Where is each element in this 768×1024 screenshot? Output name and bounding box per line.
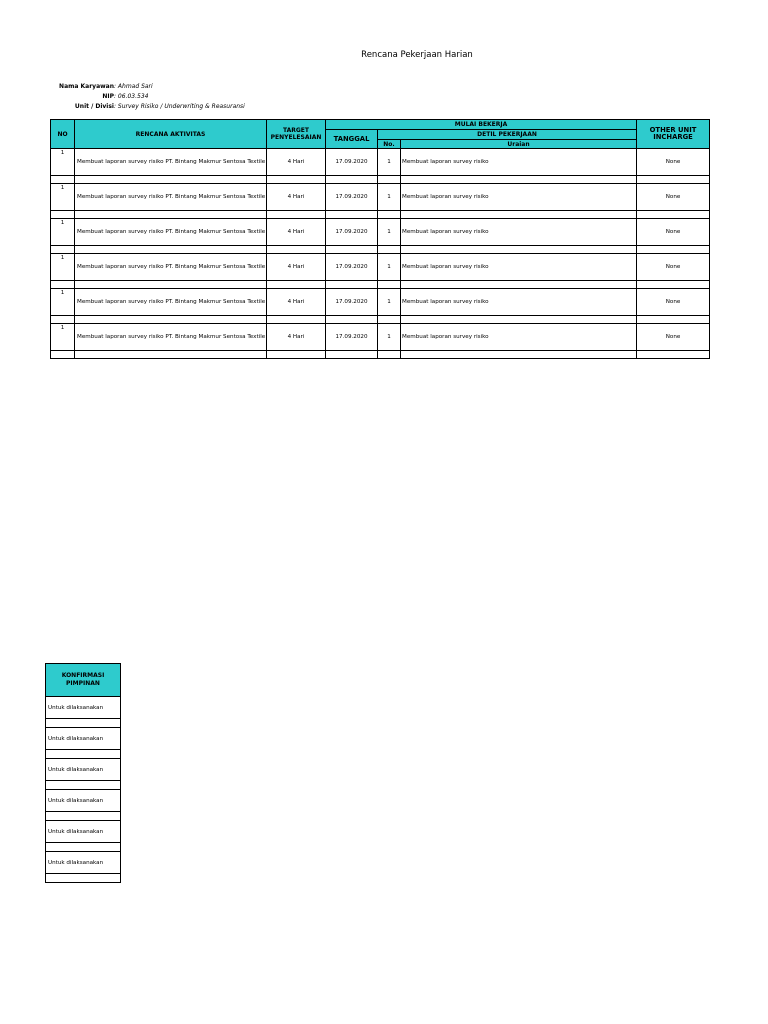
spacer-row [46,874,121,883]
cell-no: 1 [51,289,75,316]
cell-target: 4 Hari [267,324,326,351]
empty-cell [51,316,75,324]
empty-cell [401,316,637,324]
empty-cell [326,246,378,254]
confirmation-cell: Untuk dilaksanakan [46,790,121,812]
empty-cell [75,316,267,324]
name-value: : Ahmad Sari [114,83,153,90]
cell-date: 17.09.2020 [326,324,378,351]
cell-other-unit: None [637,289,710,316]
cell-date: 17.09.2020 [326,219,378,246]
spacer-row [46,781,121,790]
empty-cell [326,211,378,219]
confirmation-header: KONFIRMASI PIMPINAN [46,664,121,697]
cell-detail-no: 1 [378,289,401,316]
spacer-row [51,351,710,359]
empty-cell [401,246,637,254]
cell-target: 4 Hari [267,184,326,211]
cell-activity: Membuat laporan survey risiko PT. Bintang Makmur Sentosa Textile [75,254,267,281]
empty-cell [46,781,121,790]
empty-cell [75,211,267,219]
empty-cell [378,176,401,184]
cell-target: 4 Hari [267,254,326,281]
cell-no: 1 [51,219,75,246]
header-activity: RENCANA AKTIVITAS [75,120,267,149]
empty-cell [326,281,378,289]
empty-cell [51,176,75,184]
empty-cell [51,246,75,254]
empty-cell [326,316,378,324]
empty-cell [75,176,267,184]
confirmation-cell: Untuk dilaksanakan [46,821,121,843]
empty-cell [637,246,710,254]
table-row [51,289,710,316]
empty-cell [267,211,326,219]
confirmation-cell: Untuk dilaksanakan [46,728,121,750]
cell-detail-desc: Membuat laporan survey risiko [401,324,637,351]
empty-cell [75,281,267,289]
cell-target: 4 Hari [267,149,326,176]
empty-cell [637,351,710,359]
empty-cell [378,316,401,324]
cell-detail-no: 1 [378,184,401,211]
header-date: TANGGAL [326,130,378,149]
empty-cell [267,176,326,184]
nip-label: NIP [102,93,114,100]
empty-cell [378,211,401,219]
spacer-row [51,246,710,254]
confirmation-row [46,697,121,719]
empty-cell [75,351,267,359]
empty-cell [46,750,121,759]
empty-cell [51,281,75,289]
cell-detail-desc: Membuat laporan survey risiko [401,149,637,176]
nip-value: : 06.03.534 [114,93,149,100]
spacer-row [46,750,121,759]
confirmation-row [46,821,121,843]
confirmation-row [46,852,121,874]
header-detail: DETIL PEKERJAAN [378,130,637,140]
document-title: Rencana Pekerjaan Harian [361,50,473,60]
confirmation-cell: Untuk dilaksanakan [46,697,121,719]
spacer-row [46,843,121,852]
empty-cell [46,843,121,852]
header-other-unit: OTHER UNIT INCHARGE [637,120,710,149]
work-plan-table [50,119,710,359]
cell-activity: Membuat laporan survey risiko PT. Bintang Makmur Sentosa Textile [75,324,267,351]
empty-cell [267,316,326,324]
empty-cell [401,176,637,184]
table-row [51,149,710,176]
cell-activity: Membuat laporan survey risiko PT. Bintang Makmur Sentosa Textile [75,289,267,316]
spacer-row [51,281,710,289]
cell-other-unit: None [637,184,710,211]
cell-no: 1 [51,324,75,351]
cell-other-unit: None [637,219,710,246]
empty-cell [267,281,326,289]
header-start: MULAI BEKERJA [326,120,637,130]
confirmation-cell: Untuk dilaksanakan [46,759,121,781]
empty-cell [378,246,401,254]
empty-cell [637,176,710,184]
table-row [51,184,710,211]
cell-no: 1 [51,149,75,176]
cell-detail-desc: Membuat laporan survey risiko [401,289,637,316]
empty-cell [75,246,267,254]
cell-detail-no: 1 [378,324,401,351]
confirmation-row [46,728,121,750]
empty-cell [51,351,75,359]
empty-cell [51,211,75,219]
confirmation-table [45,663,121,883]
spacer-row [51,211,710,219]
cell-no: 1 [51,184,75,211]
empty-cell [637,316,710,324]
cell-date: 17.09.2020 [326,289,378,316]
table-row [51,324,710,351]
cell-activity: Membuat laporan survey risiko PT. Bintang Makmur Sentosa Textile [75,149,267,176]
empty-cell [378,281,401,289]
cell-detail-desc: Membuat laporan survey risiko [401,184,637,211]
name-label: Nama Karyawan [59,83,114,90]
employee-info [0,82,400,114]
cell-other-unit: None [637,254,710,281]
unit-label: Unit / Divisi [74,103,114,110]
header-no: NO [51,120,75,149]
empty-cell [46,874,121,883]
spacer-row [51,316,710,324]
unit-value: : Survey Risiko / Underwriting & Reasuransi [114,103,245,110]
empty-cell [267,351,326,359]
cell-detail-no: 1 [378,219,401,246]
cell-other-unit: None [637,324,710,351]
cell-target: 4 Hari [267,219,326,246]
cell-detail-no: 1 [378,254,401,281]
confirmation-row [46,759,121,781]
cell-detail-desc: Membuat laporan survey risiko [401,219,637,246]
empty-cell [326,351,378,359]
empty-cell [46,719,121,728]
confirmation-row [46,790,121,812]
spacer-row [51,176,710,184]
cell-activity: Membuat laporan survey risiko PT. Bintang Makmur Sentosa Textile [75,184,267,211]
empty-cell [637,211,710,219]
spacer-row [46,812,121,821]
empty-cell [401,211,637,219]
header-target: TARGET PENYELESAIAN [267,120,326,149]
cell-target: 4 Hari [267,289,326,316]
empty-cell [267,246,326,254]
empty-cell [401,281,637,289]
header-detail-no: No. [378,140,401,149]
cell-detail-desc: Membuat laporan survey risiko [401,254,637,281]
empty-cell [46,812,121,821]
empty-cell [378,351,401,359]
spacer-row [46,719,121,728]
table-row [51,254,710,281]
cell-date: 17.09.2020 [326,149,378,176]
empty-cell [401,351,637,359]
empty-cell [637,281,710,289]
table-row [51,219,710,246]
confirmation-cell: Untuk dilaksanakan [46,852,121,874]
cell-detail-no: 1 [378,149,401,176]
cell-date: 17.09.2020 [326,254,378,281]
cell-other-unit: None [637,149,710,176]
cell-activity: Membuat laporan survey risiko PT. Bintang Makmur Sentosa Textile [75,219,267,246]
cell-date: 17.09.2020 [326,184,378,211]
cell-no: 1 [51,254,75,281]
header-detail-desc: Uraian [401,140,637,149]
empty-cell [326,176,378,184]
